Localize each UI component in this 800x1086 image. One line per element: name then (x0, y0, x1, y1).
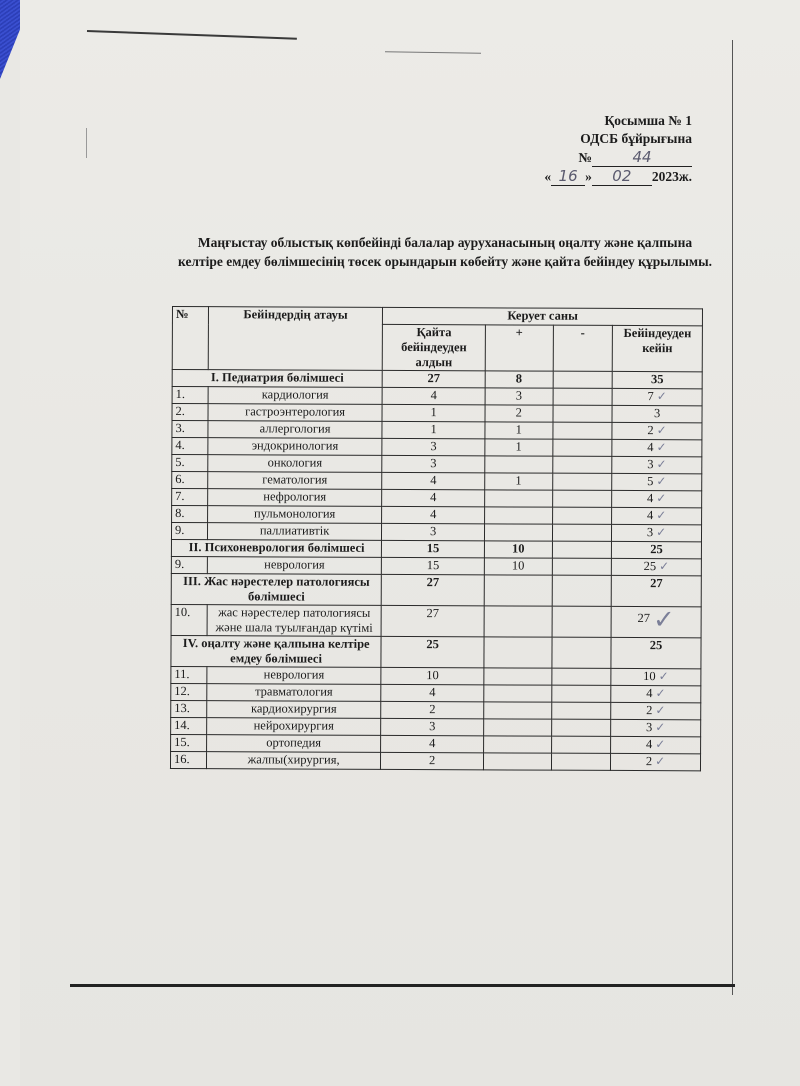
number-prefix: № (578, 150, 592, 165)
row-number: 9. (171, 523, 207, 540)
beds-before: 10 (381, 667, 484, 684)
beds-after: 4 (645, 737, 653, 752)
profile-name: нейрохирургия (207, 718, 381, 736)
header-before: Қайта бейіндеуден алдын (382, 324, 485, 370)
row-number: 13. (171, 700, 207, 717)
beds-after: 25 (612, 541, 702, 558)
checkmark-icon: ✓ (656, 491, 667, 506)
section-title: I. Педиатрия бөлімшесі (172, 370, 382, 388)
beds-before: 4 (382, 387, 485, 404)
beds-after: 27 (637, 611, 651, 626)
beds-plus (485, 507, 553, 524)
beds-plus (484, 575, 552, 606)
header-beds: Керует саны (383, 307, 703, 325)
checkmark-icon: ✓ (656, 389, 667, 404)
beds-table (170, 306, 703, 771)
profile-name: неврология (207, 557, 381, 575)
date-month: 02 (592, 167, 652, 186)
checkmark-icon: ✓ (655, 720, 666, 735)
row-number: 16. (170, 751, 206, 768)
beds-after: 3 (653, 406, 661, 421)
date-open-quote: « (544, 169, 552, 184)
beds-plus: 10 (484, 558, 552, 575)
row-number: 11. (171, 666, 207, 683)
profile-name: эндокринология (208, 438, 382, 456)
checkmark-icon: ✓ (658, 669, 669, 684)
section-title: II. Психоневрология бөлімшесі (171, 539, 381, 557)
row-number: 14. (171, 717, 207, 734)
beds-plus: 3 (485, 388, 553, 405)
row-number: 15. (171, 734, 207, 751)
beds-plus (484, 524, 552, 541)
beds-plus (484, 685, 552, 702)
beds-minus (552, 473, 612, 490)
order-date (544, 167, 692, 186)
beds-after: 5 (647, 474, 654, 489)
beds-before: 15 (382, 557, 485, 574)
beds-before: 4 (382, 489, 485, 506)
beds-after-cell (611, 736, 701, 753)
section-row (171, 635, 701, 668)
profile-name: жалпы(хирургия, (206, 752, 380, 770)
beds-plus (485, 456, 553, 473)
beds-after-cell (612, 524, 702, 541)
beds-minus (551, 637, 611, 668)
beds-minus (553, 405, 613, 422)
beds-before: 3 (382, 438, 485, 455)
beds-after-cell (612, 388, 702, 405)
beds-minus (551, 685, 611, 702)
beds-plus: 2 (485, 405, 553, 422)
order-number (544, 148, 692, 167)
beds-minus (553, 371, 613, 388)
beds-minus (552, 456, 612, 473)
beds-before: 2 (381, 701, 484, 718)
beds-after: 2 (646, 703, 653, 718)
beds-minus (552, 439, 612, 456)
beds-plus: 1 (485, 422, 553, 439)
beds-before: 3 (382, 455, 485, 472)
beds-after-cell (612, 473, 702, 490)
beds-after-cell (612, 422, 702, 439)
row-number: 3. (172, 421, 208, 438)
header-plus: + (485, 325, 553, 371)
document-title: Маңғыстау облыстық көпбейінді балалар ауруханасының оңалту және қалпына келтіре емдеу бөлімшесінің төсек орындарын көбейту және қайта бейіндеу құрылымы. (178, 235, 712, 269)
beds-plus: 10 (484, 541, 552, 558)
beds-after: 25 (643, 559, 657, 574)
beds-after: 2 (647, 423, 654, 438)
beds-minus (552, 541, 612, 558)
checkmark-icon: ✓ (655, 737, 666, 752)
beds-plus (484, 719, 552, 736)
checkmark-icon: ✓ (659, 559, 670, 574)
number-value: 44 (592, 148, 692, 167)
header-after: Бейіндеуден кейін (612, 325, 702, 371)
beds-after: 4 (647, 491, 654, 506)
profile-name: ортопедия (206, 735, 380, 753)
checkmark-icon: ✓ (656, 525, 667, 540)
beds-after: 27 (611, 575, 701, 606)
beds-minus (553, 388, 613, 405)
beds-after: 7 (647, 389, 654, 404)
beds-plus (485, 490, 553, 507)
checkmark-icon: ✓ (655, 754, 666, 769)
beds-after: 2 (645, 754, 653, 769)
beds-plus (484, 702, 552, 719)
beds-after-cell (611, 606, 701, 637)
beds-minus (552, 507, 612, 524)
beds-plus: 8 (485, 371, 553, 388)
section-title: III. Жас нәрестелер патологиясы бөлімшесі (171, 573, 381, 605)
beds-minus (551, 702, 611, 719)
profile-name: травматология (207, 684, 381, 702)
beds-plus (484, 736, 552, 753)
beds-minus (552, 524, 612, 541)
checkmark-icon: ✓ (652, 605, 675, 636)
beds-after: 10 (643, 669, 656, 684)
date-year: 2023ж. (651, 169, 692, 184)
beds-after: 3 (647, 457, 654, 472)
header-name: Бейіндердің атауы (208, 307, 383, 371)
row-number: 4. (172, 438, 208, 455)
beds-after: 25 (611, 637, 701, 668)
section-title: IV. оңалту және қалпына келтіре емдеу бөлімшесі (171, 635, 381, 667)
beds-before: 4 (382, 506, 485, 523)
beds-minus (551, 736, 611, 753)
row-number: 5. (172, 455, 208, 472)
beds-before: 4 (381, 684, 484, 701)
beds-after-cell (611, 685, 701, 702)
beds-after-cell (611, 753, 701, 770)
row-number: 10. (171, 604, 207, 635)
beds-minus (551, 719, 611, 736)
beds-minus (552, 575, 612, 606)
profile-name: жас нәрестелер патологиясы және шала туылғандар күтімі (207, 605, 382, 637)
table-body (170, 370, 702, 771)
order-label: ОДСБ бұйрығына (580, 131, 692, 146)
beds-plus: 1 (485, 439, 553, 456)
beds-before: 3 (381, 718, 484, 735)
beds-before: 4 (382, 472, 485, 489)
profile-name: кардиология (208, 387, 382, 405)
beds-minus (552, 606, 612, 637)
header-no: № (172, 307, 208, 370)
beds-after-cell (612, 507, 702, 524)
profile-name: кардиохирургия (207, 701, 381, 719)
beds-after-cell (611, 668, 701, 685)
beds-after-cell (611, 719, 701, 736)
beds-plus (483, 753, 551, 770)
beds-after-cell (612, 405, 702, 422)
beds-before: 27 (381, 605, 484, 636)
row-number: 2. (172, 404, 208, 421)
checkmark-icon: ✓ (656, 508, 667, 523)
beds-minus (552, 422, 612, 439)
annex-label: Қосымша № 1 (604, 113, 692, 128)
beds-after-cell (612, 439, 702, 456)
beds-before: 1 (382, 404, 485, 421)
beds-plus (484, 606, 552, 637)
beds-plus (484, 637, 552, 668)
beds-before: 4 (381, 735, 484, 752)
profile-name: паллиативтік (207, 523, 381, 541)
beds-before: 3 (382, 523, 485, 540)
beds-before: 25 (381, 636, 484, 667)
beds-plus (484, 668, 552, 685)
row-number: 6. (172, 472, 208, 489)
beds-after-cell (611, 702, 701, 719)
beds-plus: 1 (485, 473, 553, 490)
row-number: 9. (171, 556, 207, 573)
checkmark-icon: ✓ (656, 440, 667, 455)
checkmark-icon: ✓ (656, 474, 667, 489)
row-number: 1. (172, 387, 208, 404)
profile-name: гематология (208, 472, 382, 490)
profile-name: аллергология (208, 421, 382, 439)
date-day: 16 (551, 167, 585, 186)
row-number: 8. (172, 506, 208, 523)
profile-name: неврология (207, 667, 381, 685)
checkmark-icon: ✓ (656, 423, 667, 438)
table-row (170, 751, 700, 770)
beds-after-cell (612, 490, 702, 507)
beds-after: 4 (646, 686, 653, 701)
profile-name: нефрология (208, 489, 382, 507)
beds-before: 15 (382, 540, 485, 557)
checkmark-icon: ✓ (655, 703, 666, 718)
beds-after-cell (611, 558, 701, 575)
profile-name: пульмонология (207, 506, 381, 524)
beds-before: 2 (381, 752, 484, 769)
page-edge-line (86, 128, 87, 158)
header-minus: - (553, 325, 613, 371)
checkmark-icon: ✓ (656, 457, 667, 472)
row-number: 12. (171, 683, 207, 700)
beds-before: 27 (381, 574, 484, 605)
beds-after: 4 (646, 508, 654, 523)
date-close-quote: » (585, 169, 592, 184)
profile-name: гастроэнтерология (208, 404, 382, 422)
beds-minus (551, 753, 611, 770)
beds-after: 3 (646, 525, 654, 540)
profile-name: онкология (208, 455, 382, 473)
beds-minus (551, 668, 611, 685)
beds-after: 3 (646, 720, 653, 735)
page-edge-line (70, 984, 735, 987)
beds-before: 1 (382, 421, 485, 438)
table-row (171, 604, 701, 637)
checkmark-icon: ✓ (655, 686, 666, 701)
row-number: 7. (172, 489, 208, 506)
annex-header (544, 112, 692, 186)
beds-before: 27 (382, 370, 485, 387)
beds-minus (552, 558, 612, 575)
beds-after: 4 (647, 440, 654, 455)
beds-minus (552, 490, 612, 507)
page-edge-line (732, 40, 733, 995)
beds-after-cell (612, 456, 702, 473)
beds-after: 35 (612, 371, 702, 388)
section-row (171, 573, 701, 606)
